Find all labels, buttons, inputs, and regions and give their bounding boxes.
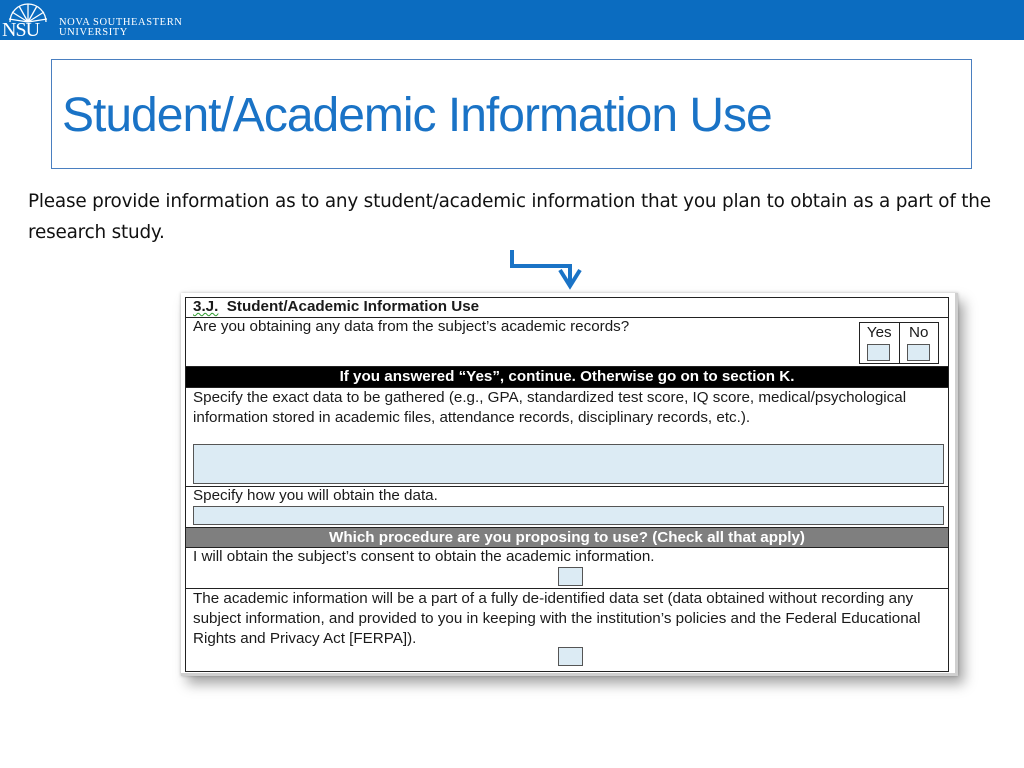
option-consent-text: I will obtain the subject’s consent to obtain the academic information. [193, 548, 655, 565]
yes-no-group [859, 322, 939, 364]
section-title: Student/Academic Information Use [226, 298, 480, 315]
no-cell [900, 323, 939, 363]
section-number: 3.J. [193, 298, 219, 315]
yes-checkbox[interactable] [867, 344, 890, 361]
intro-text: Please provide information as to any student/academic information that you plan to obtain as a part of the research study. [28, 191, 991, 243]
specify-data-text: Specify the exact data to be gathered (e.g., GPA, standardized test score, IQ score, medical/psychological information stored in academic files, attendance records, disciplinary records, etc.). [193, 389, 907, 426]
yes-label: Yes [866, 324, 892, 341]
university-name [59, 18, 182, 38]
continue-instruction-band: If you answered “Yes”, continue. Otherwise go on to section K. [186, 367, 948, 388]
specify-how-text: Specify how you will obtain the data. [193, 487, 438, 504]
ferpa-checkbox[interactable] [558, 647, 583, 666]
no-checkbox[interactable] [907, 344, 930, 361]
header-bar [0, 0, 1024, 40]
university-name-line1: NOVA SOUTHEASTERN [59, 17, 183, 28]
university-name-line2: UNIVERSITY [59, 27, 128, 38]
procedure-band: Which procedure are you proposing to use? (Check all that apply) [186, 528, 948, 548]
logo-nsu-text: NSU [2, 19, 40, 41]
specify-how-row [186, 487, 948, 528]
option-consent-row [186, 548, 948, 589]
bent-arrow-down-icon [500, 246, 590, 294]
option-ferpa-text: The academic information will be a part of a fully de-identified data set (data obtained without recording any subject information, and provided to you in keeping with the institution’s policies and the Federal Educational Rights and Privacy Act [FERPA]). [193, 590, 921, 647]
question-records-text: Are you obtaining any data from the subject’s academic records? [193, 318, 630, 335]
slide-title: Student/Academic Information Use [62, 89, 772, 142]
form-section-header [186, 298, 948, 318]
form-image [181, 293, 958, 676]
question-academic-records [186, 318, 948, 367]
yes-cell [860, 323, 900, 363]
consent-checkbox[interactable] [558, 567, 583, 586]
specify-how-field[interactable] [193, 506, 944, 525]
form-section-3j [185, 297, 949, 672]
specify-data-field[interactable] [193, 444, 944, 484]
no-label: No [909, 324, 929, 341]
title-box [51, 59, 972, 169]
specify-data-row [186, 388, 948, 487]
nsu-logo[interactable] [2, 2, 202, 40]
option-ferpa-row [186, 589, 948, 671]
